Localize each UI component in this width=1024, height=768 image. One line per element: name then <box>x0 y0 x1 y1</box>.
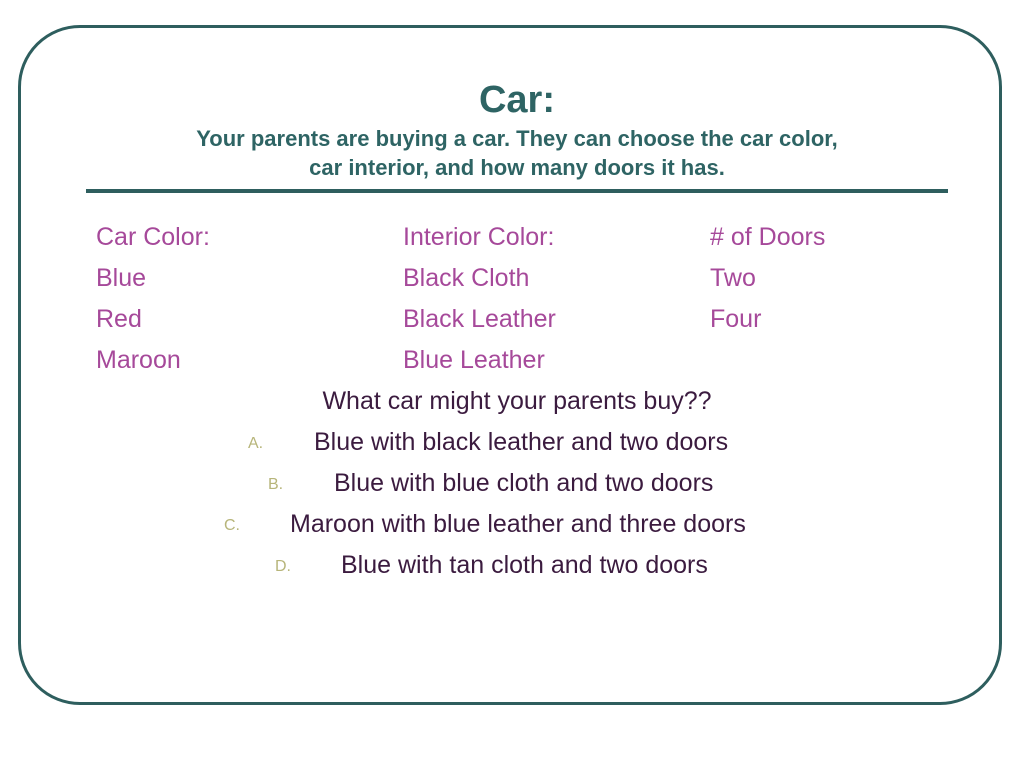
car-color-item: Maroon <box>96 346 181 374</box>
interior-color-header: Interior Color: <box>403 223 555 251</box>
subtitle-line-1: Your parents are buying a car. They can choose the car color, <box>196 126 838 151</box>
doors-column <box>710 217 825 340</box>
doors-item: Two <box>710 264 756 292</box>
car-color-item: Blue <box>96 264 147 292</box>
car-color-header: Car Color: <box>96 223 210 251</box>
car-color-item: Red <box>96 305 142 333</box>
option-text: Blue with blue cloth and two doors <box>334 469 714 497</box>
option-text: Maroon with blue leather and three doors <box>290 510 746 538</box>
doors-item: Four <box>710 305 762 333</box>
title-divider <box>86 189 948 193</box>
option-marker: B. <box>268 476 284 493</box>
interior-color-column <box>403 217 556 381</box>
interior-color-item: Black Cloth <box>403 264 530 292</box>
slide-subtitle <box>80 124 954 182</box>
subtitle-line-2: car interior, and how many doors it has. <box>309 155 725 180</box>
question-text: What car might your parents buy?? <box>322 387 712 415</box>
car-color-column <box>96 217 210 381</box>
interior-color-item: Black Leather <box>403 305 556 333</box>
option-marker: D. <box>275 558 291 575</box>
option-marker: C. <box>224 517 240 534</box>
option-text: Blue with black leather and two doors <box>314 428 729 456</box>
interior-color-item: Blue Leather <box>403 346 545 374</box>
option-text: Blue with tan cloth and two doors <box>341 551 708 579</box>
doors-header: # of Doors <box>710 223 826 251</box>
slide-title: Car: <box>478 79 556 121</box>
option-marker: A. <box>248 435 264 452</box>
